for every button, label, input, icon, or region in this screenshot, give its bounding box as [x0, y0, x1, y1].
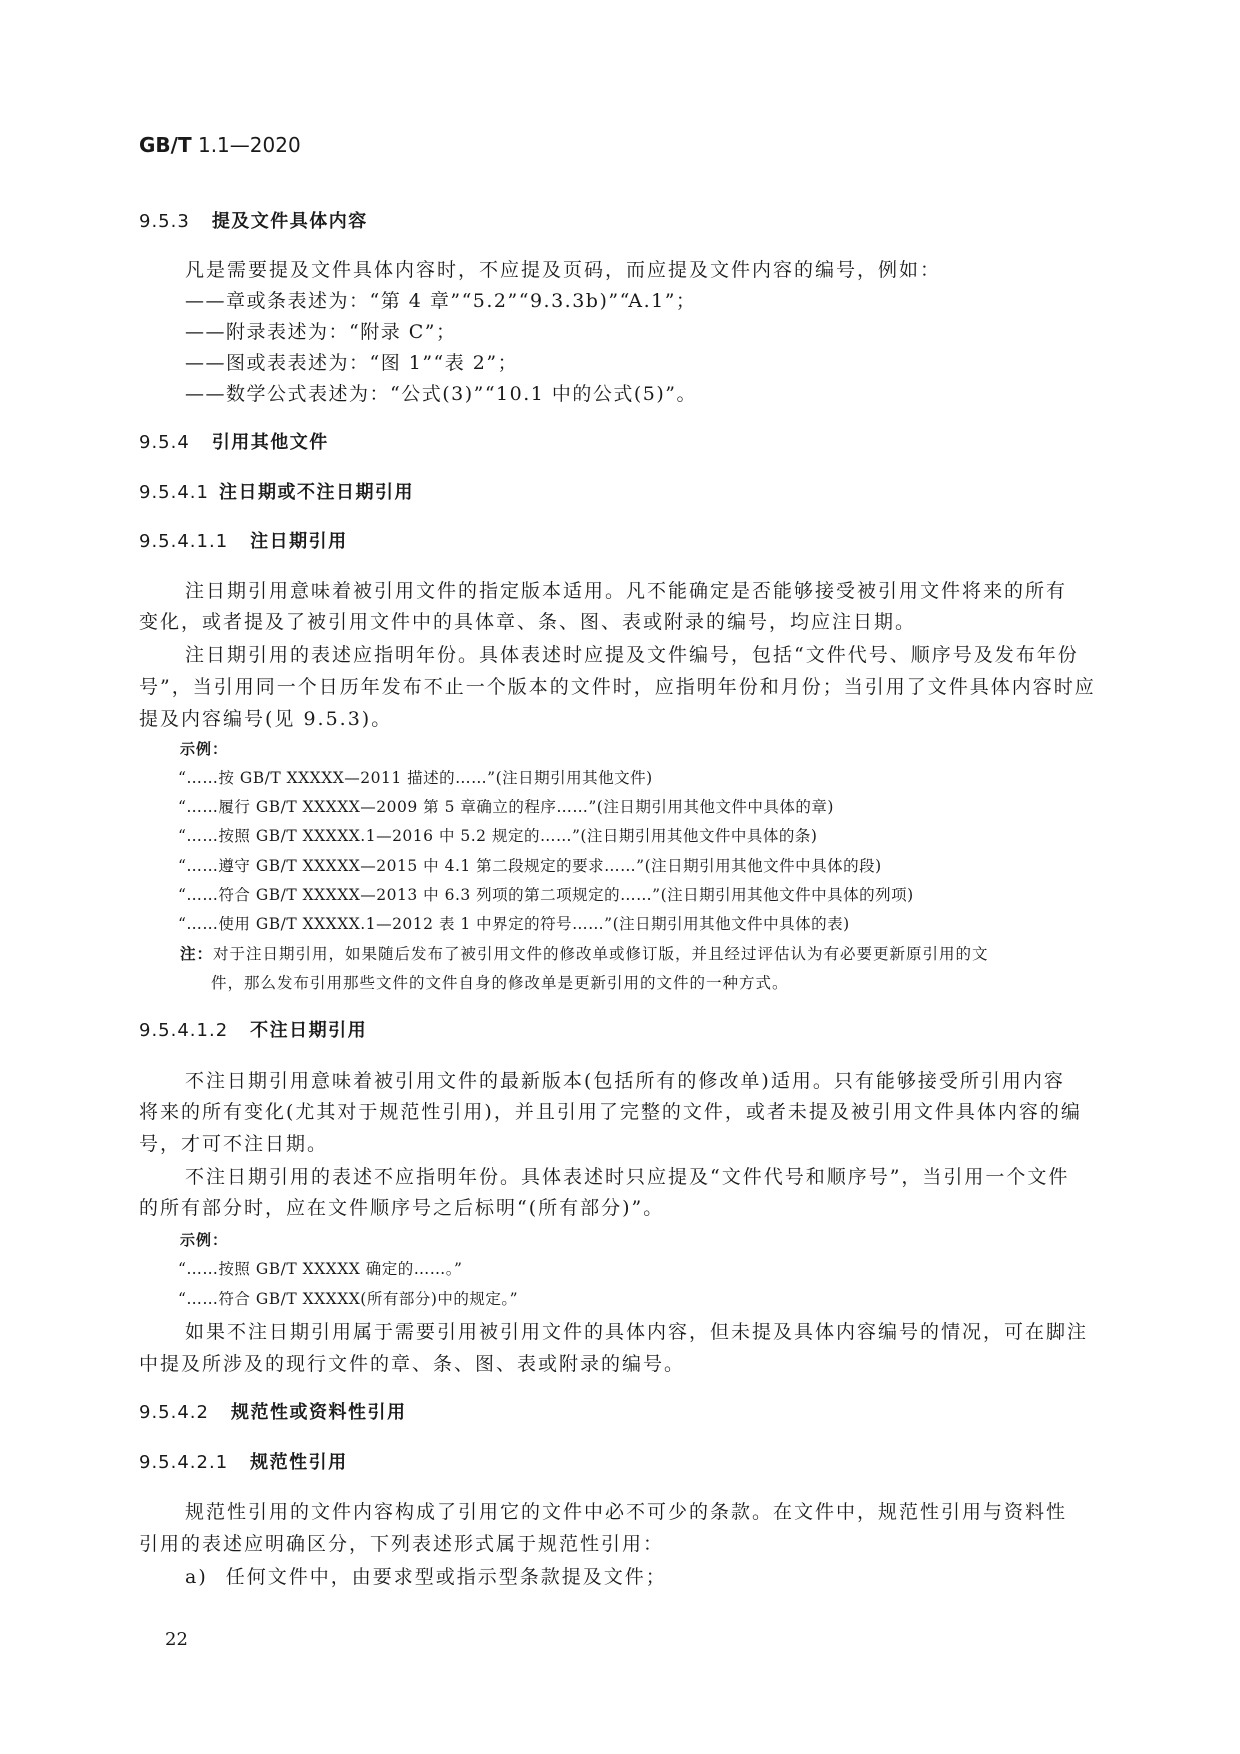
section-number: 9.5.3: [139, 211, 190, 232]
paragraph-line: 注日期引用意味着被引用文件的指定版本适用。凡不能确定是否能够接受被引用文件将来的所有: [185, 580, 1068, 602]
example-line: “……符合 GB/T XXXXX(所有部分)中的规定。”: [178, 1290, 519, 1308]
section-title: 规范性引用: [250, 1452, 348, 1473]
section-title: 注日期或不注日期引用: [218, 482, 414, 503]
paragraph-line: 号，才可不注日期。: [139, 1133, 329, 1155]
paragraph-line: 提及内容编号(见 9.5.3)。: [139, 708, 393, 730]
section-title: 不注日期引用: [250, 1020, 368, 1041]
paragraph-line: 号”，当引用同一个日历年发布不止一个版本的文件时，应指明年份和月份；当引用了文件具体内容时应: [139, 676, 1096, 698]
example-line: “……履行 GB/T XXXXX—2009 第 5 章确立的程序……”(注日期引用其他文件中具体的章): [178, 798, 834, 816]
section-heading-9-5-4: [139, 428, 329, 454]
note: [180, 942, 989, 964]
standard-number: 1.1—2020: [197, 133, 301, 157]
note-line: 对于注日期引用，如果随后发布了被引用文件的修改单或修订版，并且经过评估认为有必要更新原引用的文: [213, 945, 989, 963]
example-line: “……使用 GB/T XXXXX.1—2012 表 1 中界定的符号……”(注日期引用其他文件中具体的表): [178, 915, 850, 933]
example-line: “……遵守 GB/T XXXXX—2015 中 4.1 第二段规定的要求……”(注日期引用其他文件中具体的段): [178, 857, 882, 875]
example-line: “……符合 GB/T XXXXX—2013 中 6.3 列项的第二项规定的……”(注日期引用其他文件中具体的列项): [178, 886, 914, 904]
example-line: “……按照 GB/T XXXXX.1—2016 中 5.2 规定的……”(注日期引用其他文件中具体的条): [178, 827, 818, 845]
section-title: 规范性或资料性引用: [230, 1402, 407, 1423]
section-heading-9-5-4-2-1: [139, 1448, 348, 1474]
paragraph-line: 中提及所涉及的现行文件的章、条、图、表或附录的编号。: [139, 1353, 686, 1375]
paragraph-line: 不注日期引用意味着被引用文件的最新版本(包括所有的修改单)适用。只有能够接受所引用内容: [185, 1070, 1065, 1092]
note-label: 注：: [180, 945, 214, 963]
list-marker: a): [185, 1566, 208, 1588]
section-title: 引用其他文件: [211, 432, 329, 453]
list-item: ——附录表述为：“附录 C”；: [185, 321, 457, 343]
paragraph-line: 引用的表述应明确区分，下列表述形式属于规范性引用：: [139, 1533, 665, 1555]
paragraph-line: 如果不注日期引用属于需要引用被引用文件的具体内容，但未提及具体内容编号的情况，可在脚注: [185, 1321, 1089, 1343]
section-number: 9.5.4.2: [139, 1402, 209, 1423]
section-title: 注日期引用: [250, 531, 348, 552]
section-title: 提及文件具体内容: [211, 211, 368, 232]
section-number: 9.5.4.1.1: [139, 531, 229, 552]
standard-code: GB/T: [139, 133, 192, 157]
paragraph: 凡是需要提及文件具体内容时，不应提及页码，而应提及文件内容的编号，例如：: [185, 259, 942, 281]
list-item: [185, 1562, 667, 1589]
section-number: 9.5.4.1.2: [139, 1020, 229, 1041]
section-number: 9.5.4.1: [139, 482, 209, 503]
list-text: 任何文件中，由要求型或指示型条款提及文件；: [225, 1566, 667, 1588]
section-heading-9-5-4-2: [139, 1398, 406, 1424]
section-number: 9.5.4.2.1: [139, 1452, 229, 1473]
section-heading-9-5-4-1: [139, 478, 414, 504]
section-heading-9-5-4-1-2: [139, 1016, 367, 1042]
paragraph-line: 变化，或者提及了被引用文件中的具体章、条、图、表或附录的编号，均应注日期。: [139, 611, 917, 633]
note-line: 件，那么发布引用那些文件的文件自身的修改单是更新引用的文件的一种方式。: [211, 974, 789, 992]
paragraph-line: 不注日期引用的表述不应指明年份。具体表述时只应提及“文件代号和顺序号”，当引用一个文件: [185, 1166, 1070, 1188]
list-item: ——图或表表述为：“图 1”“表 2”；: [185, 352, 519, 374]
page-header: [139, 133, 301, 157]
example-label: 示例：: [180, 740, 229, 758]
example-line: “……按 GB/T XXXXX—2011 描述的……”(注日期引用其他文件): [178, 769, 653, 787]
paragraph-line: 注日期引用的表述应指明年份。具体表述时应提及文件编号，包括“文件代号、顺序号及发布年份: [185, 644, 1079, 666]
section-heading-9-5-3: [139, 207, 368, 233]
paragraph-line: 规范性引用的文件内容构成了引用它的文件中必不可少的条款。在文件中，规范性引用与资料性: [185, 1501, 1068, 1523]
list-item: ——数学公式表述为：“公式(3)”“10.1 中的公式(5)”。: [185, 383, 698, 405]
list-item: ——章或条表述为：“第 4 章”“5.2”“9.3.3b)”“A.1”；: [185, 290, 697, 312]
paragraph-line: 将来的所有变化(尤其对于规范性引用)，并且引用了完整的文件，或者未提及被引用文件具体内容的编: [139, 1101, 1082, 1123]
paragraph-line: 的所有部分时，应在文件顺序号之后标明“(所有部分)”。: [139, 1197, 665, 1219]
example-label: 示例：: [180, 1231, 229, 1249]
page-number: 22: [165, 1629, 188, 1650]
section-number: 9.5.4: [139, 432, 190, 453]
example-line: “……按照 GB/T XXXXX 确定的……。”: [178, 1260, 463, 1278]
section-heading-9-5-4-1-1: [139, 527, 348, 553]
